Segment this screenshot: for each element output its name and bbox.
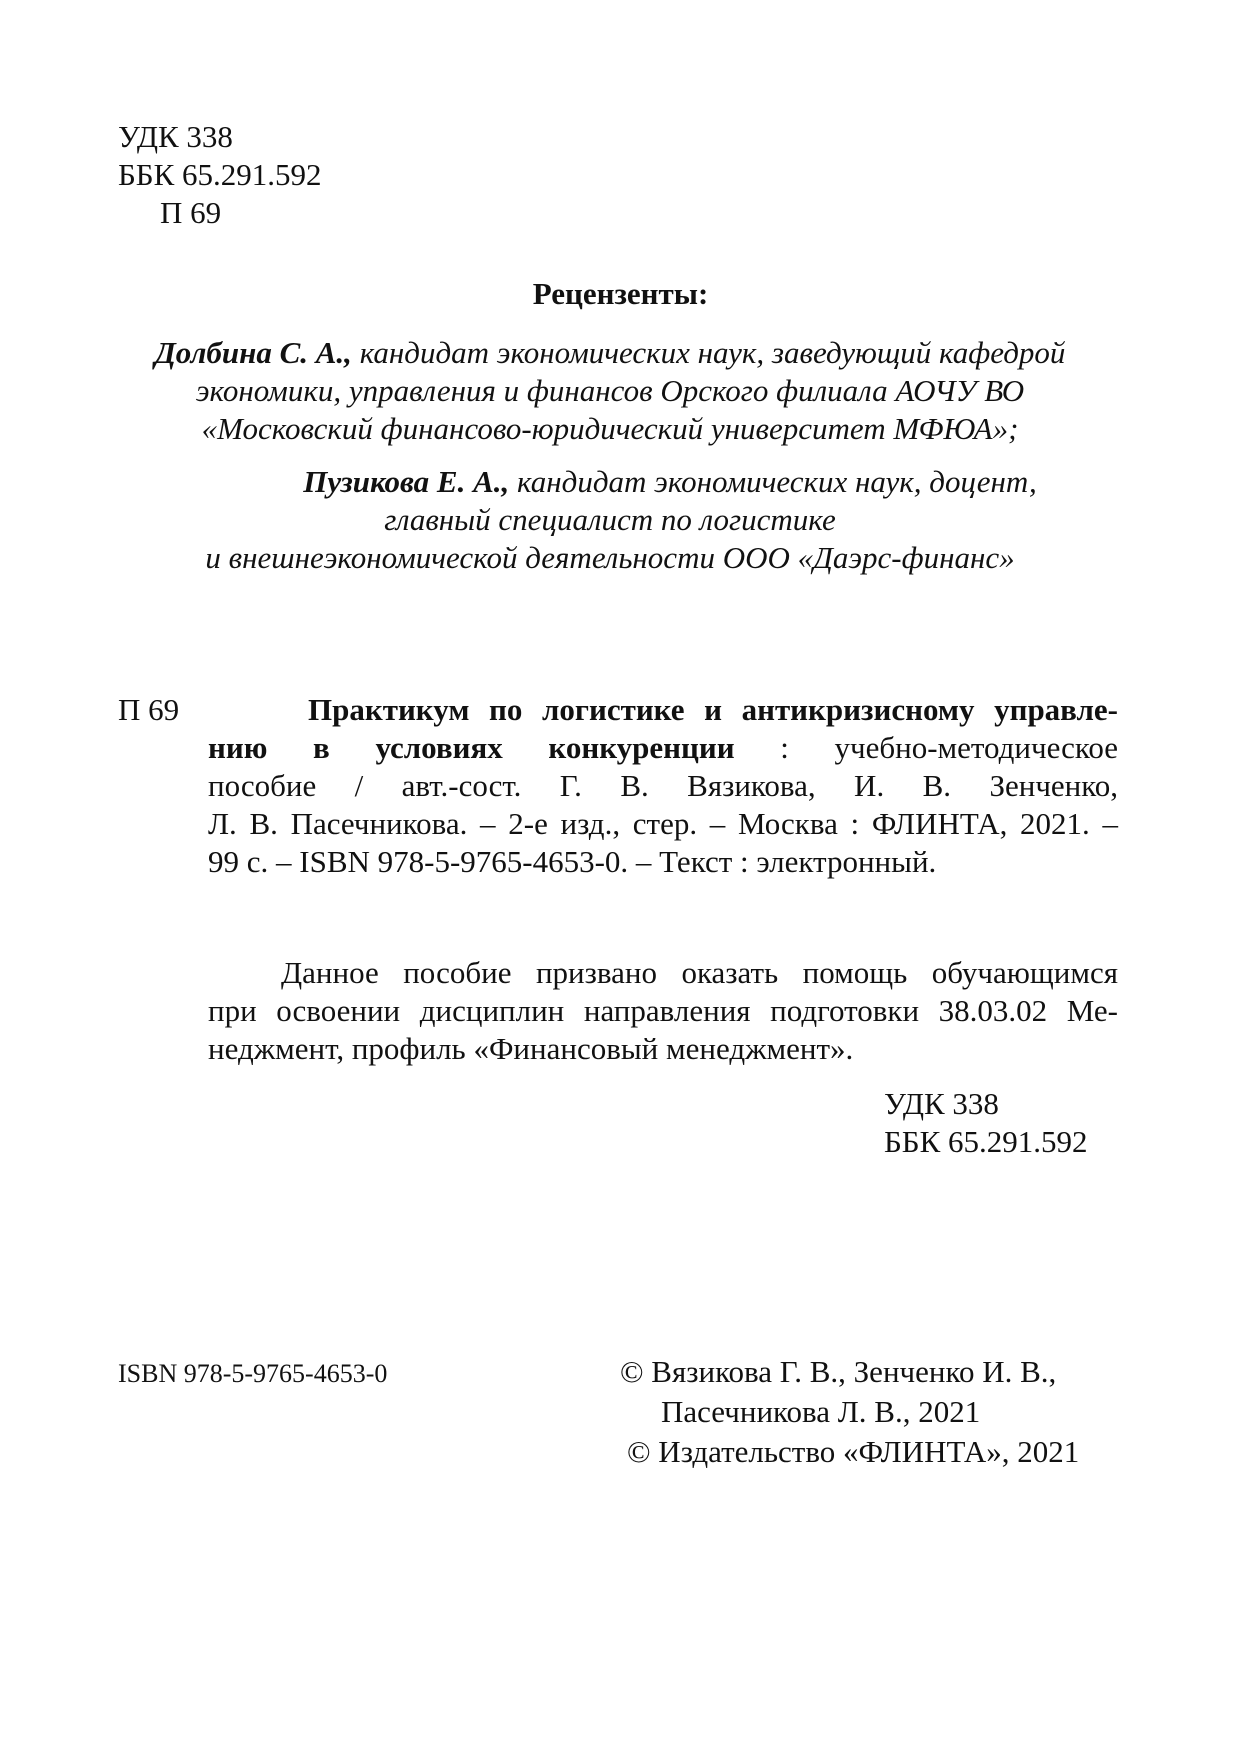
- udc-code-bottom: УДК 338: [884, 1086, 999, 1121]
- entry-type: : учебно-методическое: [734, 730, 1119, 765]
- annotation-line-2: при освоении дисциплин направления подготовки 38.03.02 Ме-: [208, 993, 1118, 1028]
- bbk-code-bottom: ББК 65.291.592: [884, 1124, 1088, 1159]
- entry-title-part-1: Практикум по логистике и антикризисному управле-: [308, 692, 1118, 727]
- entry-line-2: [208, 729, 1118, 767]
- annotation-line-1: Данное пособие призвано оказать помощь обучающимся: [281, 955, 1118, 990]
- reviewer-1-name: Долбина С. А.,: [154, 335, 352, 370]
- reviewer-2-name: Пузикова Е. А.,: [303, 464, 510, 499]
- entry-line-4: Л. В. Пасечникова. – 2-е изд., стер. – Москва : ФЛИНТА, 2021. –: [208, 806, 1118, 841]
- reviewer-1-position: кандидат экономических наук, заведующий кафедрой: [351, 335, 1066, 370]
- reviewers-heading: Рецензенты:: [532, 276, 709, 311]
- copyright-authors-line-1: © Вязикова Г. В., Зенченко И. В.,: [620, 1354, 1057, 1389]
- reviewer-2-line-1: [100, 463, 1120, 501]
- reviewer-1: [100, 334, 1120, 448]
- reviewer-2: [100, 463, 1120, 577]
- isbn: ISBN 978-5-9765-4653-0: [118, 1359, 388, 1388]
- copyright-publisher: © Издательство «ФЛИНТА», 2021: [627, 1434, 1080, 1469]
- author-mark: П 69: [160, 195, 222, 230]
- entry-line-5: 99 с. – ISBN 978-5-9765-4653-0. – Текст : электронный.: [208, 844, 937, 879]
- reviewer-2-position: кандидат экономических наук, доцент,: [509, 464, 1037, 499]
- entry-line-3: пособие / авт.-сост. Г. В. Вязикова, И. В. Зенченко,: [208, 768, 1118, 803]
- reviewer-1-line-3: «Московский финансово-юридический университет МФЮА»;: [201, 411, 1019, 446]
- entry-title-part-2: нию в условиях конкуренции: [208, 730, 735, 765]
- annotation: [208, 954, 1118, 1068]
- udc-code: УДК 338: [118, 119, 233, 154]
- copyright-authors-line-2: Пасечникова Л. В., 2021: [661, 1394, 981, 1429]
- reviewer-2-line-3: и внешнеэкономической деятельности ООО «Даэрс-финанс»: [205, 540, 1015, 575]
- reviewer-1-line-1: [100, 334, 1120, 372]
- annotation-line-3: неджмент, профиль «Финансовый менеджмент».: [208, 1031, 854, 1066]
- bbk-code: ББК 65.291.592: [118, 157, 322, 192]
- entry-title-line-1: [208, 691, 1118, 729]
- reviewer-2-line-2: главный специалист по логистике: [384, 502, 836, 537]
- bibliographic-entry: [208, 691, 1118, 881]
- entry-code: П 69: [118, 692, 180, 727]
- reviewer-1-line-2: экономики, управления и финансов Орского филиала АОЧУ ВО: [195, 373, 1025, 408]
